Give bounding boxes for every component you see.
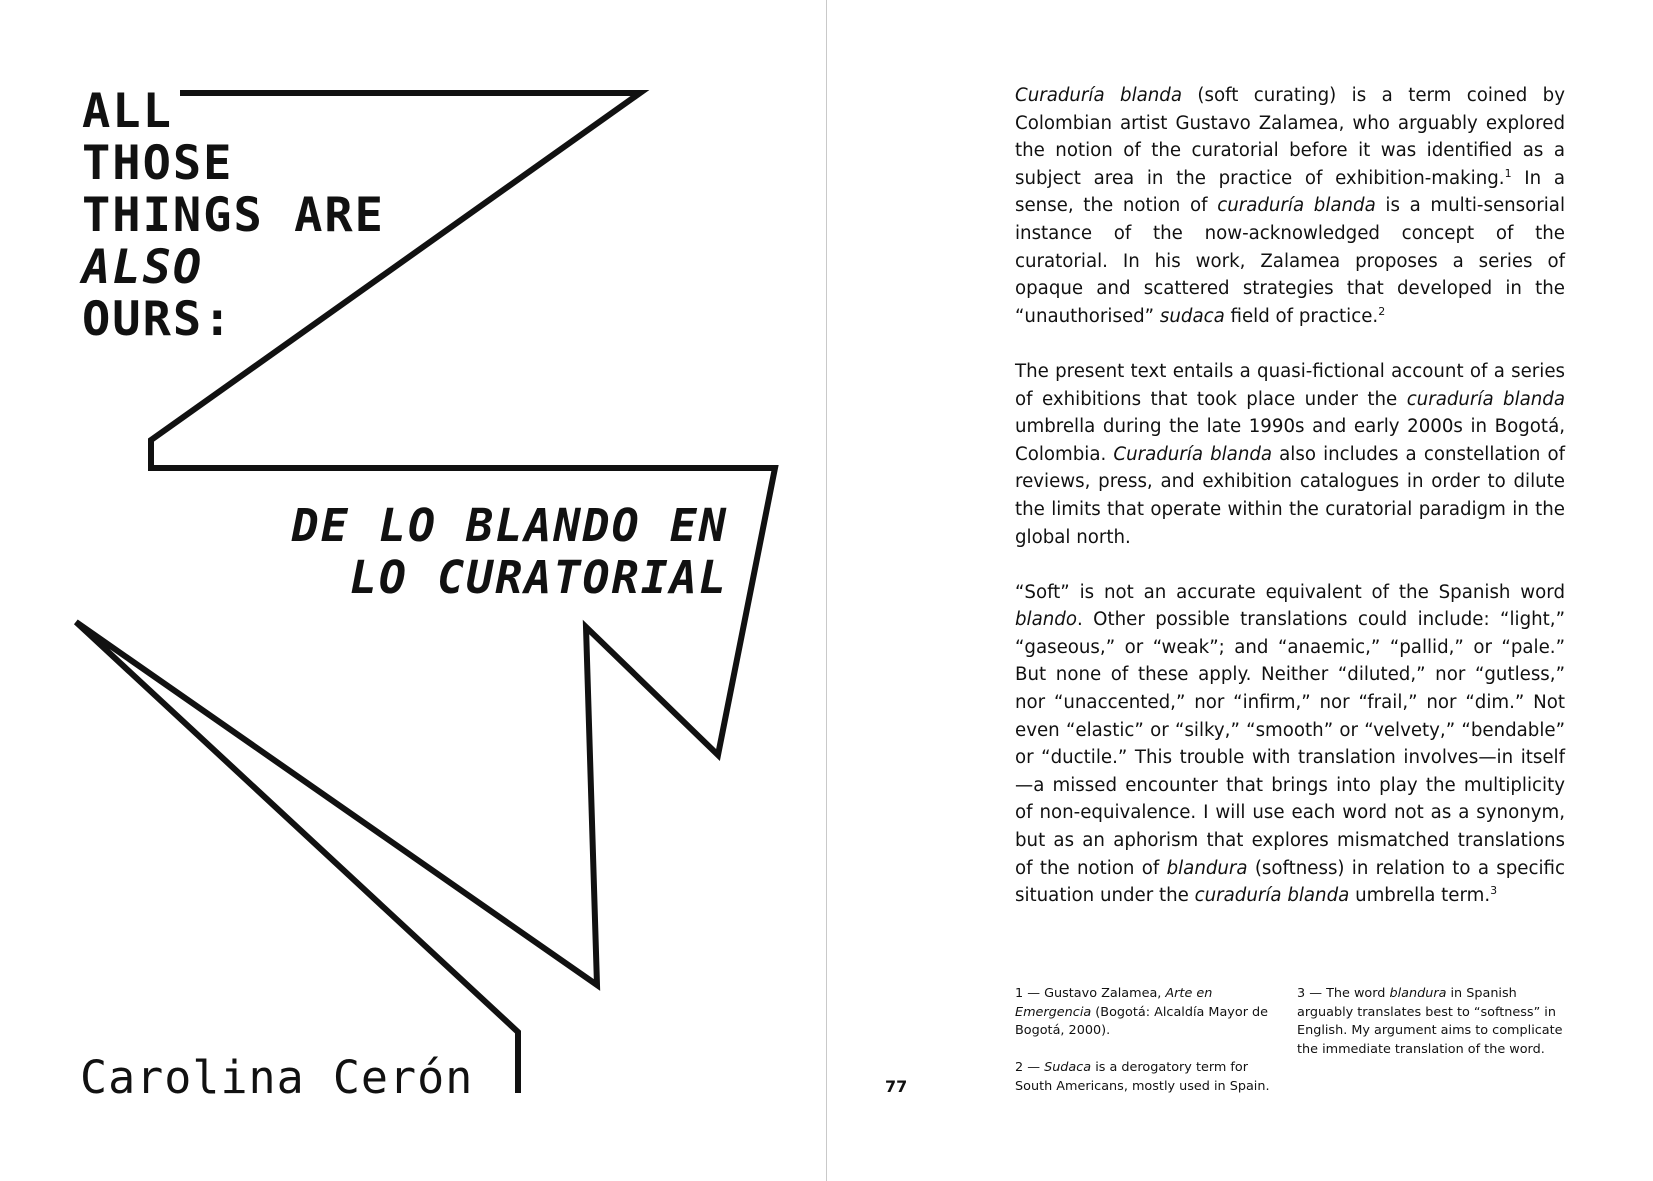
footnote — [1015, 1059, 1283, 1096]
text-run: 3 — The word — [1297, 986, 1390, 1001]
text-run: (soft curating) is a term coined by Colombian artist Gustavo Zalamea, who arguably explored the notion of the curatorial before it was identified as a subject area in the practice of exhibition-making. — [1015, 85, 1565, 189]
text-run: umbrella term. — [1349, 885, 1491, 907]
footnote-ref: 3 — [1490, 884, 1498, 898]
text-run: also includes a constellation of reviews, press, and exhibition catalogues in order to dilute the limits that operate within the curatorial paradigm in the global north. — [1015, 443, 1566, 548]
body-paragraph — [1015, 82, 1565, 330]
body-paragraph — [1015, 579, 1565, 910]
footnote — [1015, 985, 1283, 1041]
title-line: ALL — [82, 84, 173, 139]
footnote — [1297, 985, 1567, 1059]
text-run: field of practice. — [1224, 305, 1379, 327]
footnote-ref: 2 — [1378, 304, 1386, 318]
italic-run: Sudaca — [1044, 1060, 1092, 1075]
subtitle-line: LO CURATORIAL — [349, 551, 728, 604]
text-run: 2 — — [1015, 1060, 1045, 1075]
article-subtitle — [292, 500, 728, 604]
text-run: umbrella during the late 1990s and early 2000s in Bogotá, Colombia. — [1015, 416, 1565, 465]
text-run: In a sense, the notion of — [1015, 167, 1565, 217]
body-text — [1015, 82, 1565, 910]
italic-run: blando — [1015, 609, 1077, 631]
title-line: OURS: — [82, 292, 234, 347]
italic-run: Curaduría blanda — [1015, 85, 1182, 106]
text-run: “Soft” is not an accurate equivalent of the Spanish word — [1015, 581, 1565, 603]
subtitle-line: DE LO BLANDO EN — [291, 499, 728, 552]
italic-run: sudaca — [1159, 305, 1225, 327]
italic-run: Curaduría blanda — [1113, 443, 1273, 465]
italic-run: curaduría blanda — [1217, 195, 1376, 217]
text-run: in Spanish arguably translates best to “softness” in English. My argument aims to complicate the immediate translation of the word. — [1297, 986, 1563, 1057]
footnotes-column-left — [1015, 985, 1283, 1115]
italic-run: curaduría blanda — [1194, 885, 1350, 907]
footnotes-column-right — [1297, 985, 1567, 1078]
text-run: (softness) in relation to a specific situation under the — [1015, 857, 1565, 907]
body-paragraph — [1015, 358, 1565, 551]
article-title — [82, 86, 385, 346]
page-gutter — [826, 0, 827, 1181]
text-run: is a multi-sensorial instance of the now-acknowledged concept of the curatorial. In his work, Zalamea proposes a series of opaque and scattered strategies that developed in the “unauthorised” — [1015, 195, 1565, 327]
title-line: THINGS ARE — [82, 188, 385, 243]
text-run: . Other possible translations could include: “light,” “gaseous,” or “weak”; and “anaemic,” “pallid,” or “pale.” But none of these apply. Neither “diluted,” nor “gutless,” nor “unaccented,” nor “infirm,” nor “frail,” nor “dim.” Not even “elastic” or “silky,” “smooth” or “velvety,” “bendable” or “ductile.” This trouble with translation involves—in itself—a missed encounter that brings into play the multiplicity of non-equivalence. I will use each word not as a synonym, but as an aphorism that explores mismatched translations of the notion of — [1015, 609, 1565, 879]
text-run: 1 — Gustavo Zalamea, — [1015, 986, 1166, 1001]
italic-run: blandura — [1389, 986, 1447, 1001]
italic-run: blandura — [1166, 857, 1248, 879]
title-line: THOSE — [82, 136, 234, 191]
footnote-ref: 1 — [1504, 166, 1512, 180]
text-run: is a derogatory term for South Americans, mostly used in Spain. — [1015, 1060, 1270, 1094]
page-number: 77 — [885, 1077, 908, 1096]
italic-run: curaduría blanda — [1406, 388, 1565, 410]
title-line: ALSO — [82, 240, 204, 295]
text-run: The present text entails a quasi-fictional account of a series of exhibitions that took place under the — [1015, 360, 1565, 410]
italic-run: Arte en Emergencia — [1015, 986, 1213, 1020]
text-run: (Bogotá: Alcaldía Mayor de Bogotá, 2000). — [1015, 1004, 1269, 1038]
author-name: Carolina Cerón — [80, 1051, 474, 1104]
